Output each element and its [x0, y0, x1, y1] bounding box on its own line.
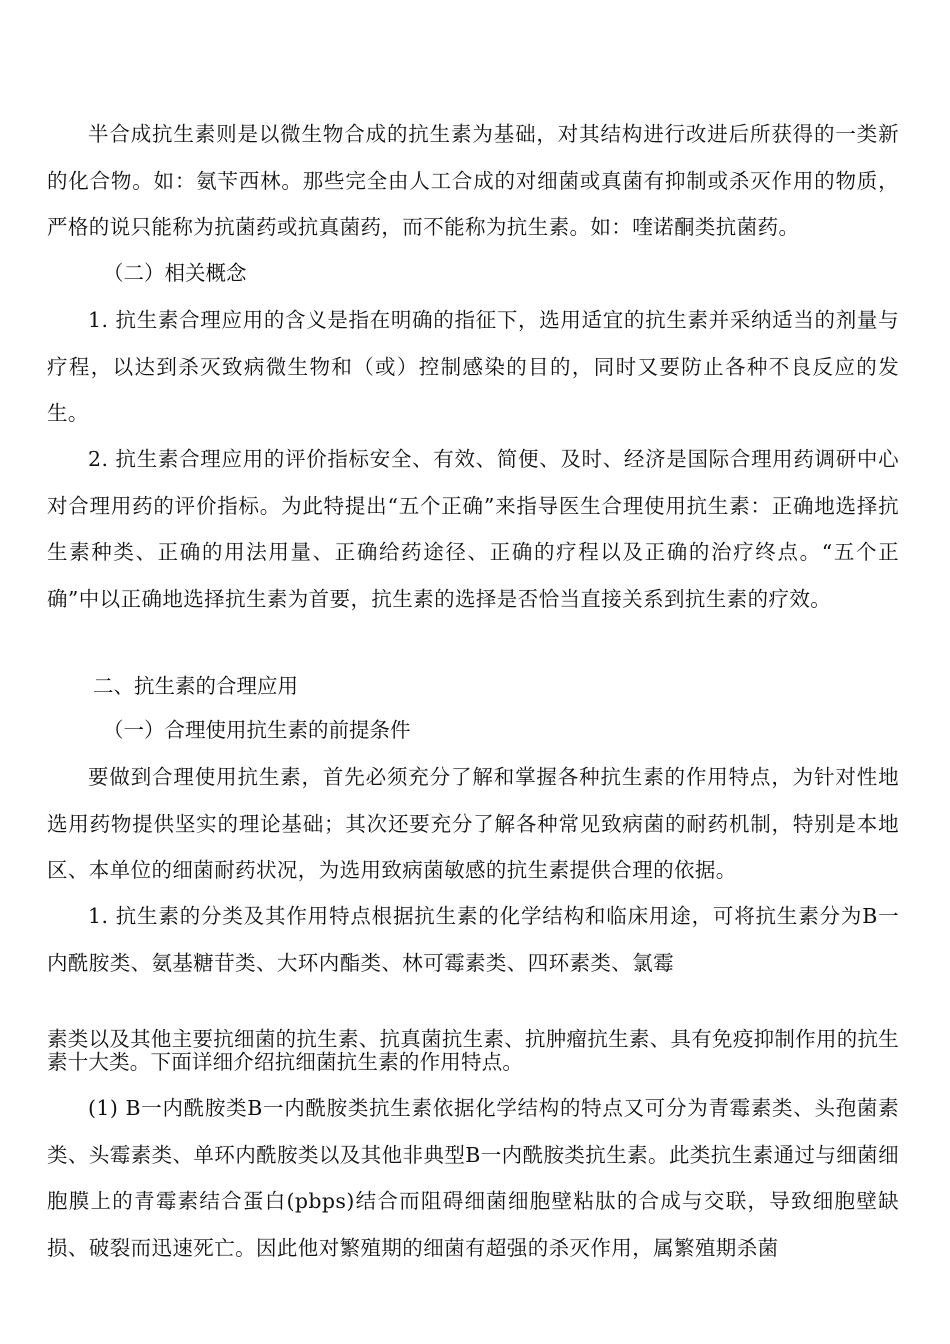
- paragraph-beta-lactams: (1) Β一内酰胺类Β一内酰胺类抗生素依据化学结构的特点又可分为青霉素类、头孢菌素类、头霉素类、单环内酰胺类以及其他非典型Β一内酰胺类抗生素。此类抗生素通过与细菌细胞膜上的青霉素结合蛋白(pbps)结合而阻碍细菌细胞壁粘肽的合成与交联，导致细胞壁缺损、破裂而迅速死亡。因此他对繁殖期的细菌有超强的杀灭作用，属繁殖期杀菌: [47, 1096, 899, 1260]
- paragraph-classification: 1. 抗生素的分类及其作用特点根据抗生素的化学结构和临床用途，可将抗生素分为Β一内酰胺类、氨基糖苷类、大环内酯类、林可霉素类、四环素类、氯霉: [47, 904, 899, 975]
- paragraph-evaluation-indicators: 2. 抗生素合理应用的评价指标安全、有效、简便、及时、经济是国际合理用药调研中心对合理用药的评价指标。为此特提出“五个正确”来指导医生合理使用抗生素：正确地选择抗生素种类、正确的用法用量、正确给药途径、正确的疗程以及正确的治疗终点。“五个正确”中以正确地选择抗生素为首要，抗生素的选择是否恰当直接关系到抗生素的疗效。: [47, 447, 899, 611]
- paragraph-prerequisites-body: 要做到合理使用抗生素，首先必须充分了解和掌握各种抗生素的作用特点，为针对性地选用药物提供坚实的理论基础；其次还要充分了解各种常见致病菌的耐药机制，特别是本地区、本单位的细菌耐药状况，为选用致病菌敏感的抗生素提供合理的依据。: [47, 765, 899, 882]
- paragraph-classification-continued: 素类以及其他主要抗细菌的抗生素、抗真菌抗生素、抗肿瘤抗生素、具有免疫抑制作用的抗生素十大类。下面详细介绍抗细菌抗生素的作用特点。: [47, 1027, 899, 1074]
- section-heading-rational-application: 二、抗生素的合理应用: [93, 674, 298, 698]
- paragraph-semisynthetic-antibiotics: 半合成抗生素则是以微生物合成的抗生素为基础，对其结构进行改进后所获得的一类新的化合物。如：氨苄西林。那些完全由人工合成的对细菌或真菌有抑制或杀灭作用的物质，严格的说只能称为抗菌药或抗真菌药，而不能称为抗生素。如：喹诺酮类抗菌药。: [47, 122, 899, 239]
- paragraph-rational-use-definition: 1. 抗生素合理应用的含义是指在明确的指征下，选用适宜的抗生素并采纳适当的剂量与疗程，以达到杀灭致病微生物和（或）控制感染的目的，同时又要防止各种不良反应的发生。: [47, 308, 899, 425]
- subsection-heading-prerequisites: （一）合理使用抗生素的前提条件: [103, 718, 411, 742]
- section-heading-related-concepts: （二）相关概念: [103, 261, 247, 285]
